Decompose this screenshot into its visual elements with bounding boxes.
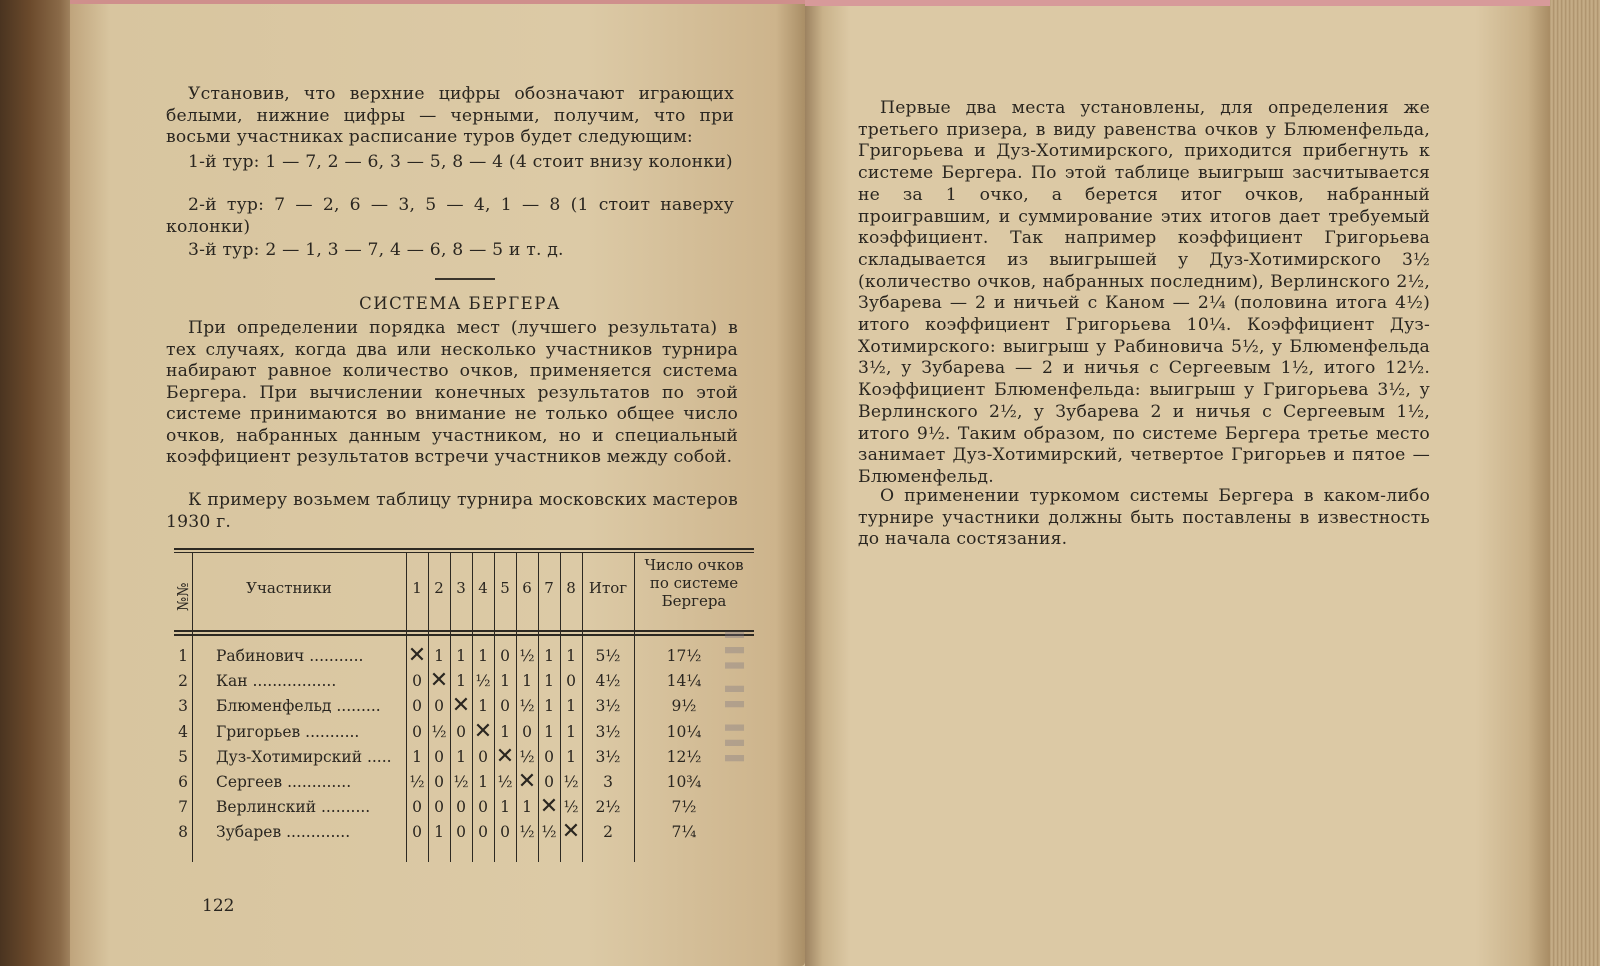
game-result: 0 (500, 823, 510, 842)
game-result: 1 (478, 773, 488, 791)
self-cross-mark: ✕ (539, 794, 559, 820)
game-result: 1 (500, 672, 510, 691)
right-paragraph-2 (858, 486, 1430, 551)
intro-paragraph (166, 84, 734, 149)
row-number: 3 (178, 697, 188, 716)
self-cross-mark: ✕ (495, 743, 515, 769)
total-score: 3 (603, 773, 613, 791)
game-result: 1 (544, 672, 554, 691)
self-cross-mark: ✕ (429, 668, 449, 694)
header-participants: Участники (246, 579, 332, 597)
game-result: ½ (563, 798, 579, 817)
tour-2 (166, 195, 734, 238)
berger-score: 7¼ (671, 823, 697, 842)
game-result: 1 (412, 747, 422, 766)
game-result: 0 (566, 672, 576, 691)
header-col-5: 5 (500, 579, 510, 597)
game-result: 0 (544, 773, 554, 791)
page-edges (1550, 0, 1600, 966)
total-score: 2 (603, 823, 613, 842)
game-result: 1 (500, 722, 510, 741)
row-number: 2 (178, 672, 188, 691)
game-result: 0 (434, 773, 444, 791)
game-result: 0 (500, 647, 510, 665)
header-number: №№ (174, 582, 192, 611)
participant-name: Сергеев ............. (216, 773, 352, 791)
header-col-8: 8 (566, 579, 576, 597)
berger-score: 17½ (666, 647, 702, 665)
participant-name: Рабинович ........... (216, 647, 364, 665)
self-cross-mark: ✕ (517, 769, 537, 794)
tour-3-text: 3-й тур: 2 — 1, 3 — 7, 4 — 6, 8 — 5 и т. д. (188, 240, 564, 260)
example-text: К примеру возьмем таблицу турнира московских мастеров 1930 г. (166, 490, 738, 532)
right-text-2: О применении туркомом системы Бергера в каком-либо турнире участники должны быть поставлены в известность до начала состязания. (858, 486, 1430, 550)
game-result: 1 (434, 647, 444, 665)
game-result: 1 (478, 697, 488, 716)
row-number: 4 (178, 722, 188, 741)
game-result: 0 (456, 823, 466, 842)
total-score: 2½ (595, 798, 621, 817)
row-number: 8 (178, 823, 188, 842)
header-col-7: 7 (544, 579, 554, 597)
game-result: 1 (522, 798, 532, 817)
example-paragraph (166, 490, 738, 533)
game-result: 0 (478, 747, 488, 766)
game-result: 1 (544, 697, 554, 716)
library-stamp: ▌▌▌ ▌▌ ▌▌▌ (725, 632, 744, 771)
game-result: ½ (519, 647, 535, 665)
berger-score: 12½ (666, 747, 702, 766)
game-result: 0 (412, 823, 422, 842)
game-result: 1 (566, 747, 576, 766)
row-number: 7 (178, 798, 188, 817)
game-result: 0 (544, 747, 554, 766)
game-result: 1 (544, 722, 554, 741)
tournament-table (174, 548, 754, 888)
section-heading: СИСТЕМА БЕРГЕРА (359, 294, 561, 313)
berger-text: При определении порядка мест (лучшего результата) в тех случаях, когда два или несколько участников турнира набирают равное количество очков, применяется система Бергера. При вычислении конечных результатов по этой системе принимаются во внимание не только общее число очков, набранных данным участником, но и специальный коэффициент результатов встречи участников между собой. (166, 318, 738, 467)
header-col-3: 3 (456, 579, 466, 597)
game-result: 1 (544, 647, 554, 665)
self-cross-mark: ✕ (451, 693, 471, 719)
total-score: 3½ (595, 697, 621, 716)
game-result: 1 (566, 647, 576, 665)
berger-score: 10¾ (666, 773, 702, 791)
game-result: ½ (475, 672, 491, 691)
header-col-2: 2 (434, 579, 444, 597)
page-number: 122 (202, 896, 235, 916)
self-cross-mark: ✕ (473, 718, 493, 744)
header-bottom-rule (174, 630, 754, 632)
game-result: 1 (478, 647, 488, 665)
berger-score: 14¼ (666, 672, 702, 691)
row-number: 6 (178, 773, 188, 791)
intro-text: Установив, что верхние цифры обозначают играющих белыми, нижние цифры — черными, получим, что при восьми участниках расписание туров будет следующим: (166, 84, 734, 147)
game-result: 0 (412, 798, 422, 817)
tour-2-text: 2-й тур: 7 — 2, 6 — 3, 5 — 4, 1 — 8 (1 стоит наверху колонки) (166, 195, 734, 237)
game-result: 1 (456, 647, 466, 665)
game-result: 0 (478, 823, 488, 842)
participant-name: Кан ................. (216, 672, 337, 691)
game-result: ½ (541, 823, 557, 842)
tour-1-text: 1-й тур: 1 — 7, 2 — 6, 3 — 5, 8 — 4 (4 стоит внизу колонки) (188, 152, 733, 172)
self-cross-mark: ✕ (407, 643, 427, 668)
table-top-rule (174, 548, 754, 550)
tour-1 (166, 152, 734, 174)
tour-3 (166, 240, 734, 262)
header-total: Итог (588, 579, 628, 597)
game-result: 0 (412, 697, 422, 716)
header-col-1: 1 (412, 579, 422, 597)
game-result: 1 (434, 823, 444, 842)
row-number: 5 (178, 747, 188, 766)
top-edge-tint-left (70, 0, 805, 4)
game-result: 0 (500, 697, 510, 716)
berger-score: 10¼ (666, 722, 702, 741)
table-top-rule-2 (174, 552, 754, 553)
game-result: 0 (412, 672, 422, 691)
game-result: 1 (522, 672, 532, 691)
right-text-1: Первые два места установлены, для определения же третьего призера, в виду равенства очков у Блюменфельда, Григорьева и Дуз-Хотимирского, приходится прибегнуть к системе Бергера. По этой таблице выигрыш засчитывается не за 1 очко, а берется итог очков, набранный проигравшим, и суммирование этих итогов дает требуемый коэффициент. Так например коэффициент Григорьева складывается из выигрышей у Дуз-Хотимирского 3½ (количество очков, набранных последним), Верлинского 2½, Зубарева — 2 и ничьей с Каном — 2¼ (половина итога 4½) итого коэффициент Григорьева 10¼. Коэффициент Дуз-Хотимирского: выигрыш у Рабиновича 5½, у Блюменфельда 3½, у Зубарева — 2 и ничья с Сергеевым 1½, итого 12½. Коэффициент Блюменфельда: выигрыш у Григорьева 3½, у Верлинского 2½, у Зубарева 2 и ничья с Сергеевым 1½, итого 9½. Таким образом, по системе Бергера третье место занимает Дуз-Хотимирский, четвертое Григорьев и пятое — Блюменфельд. (858, 98, 1430, 487)
game-result: 0 (434, 697, 444, 716)
game-result: ½ (563, 773, 579, 791)
header-col-4: 4 (478, 579, 488, 597)
participant-name: Блюменфельд ......... (216, 697, 381, 716)
game-result: 1 (500, 798, 510, 817)
game-result: ½ (519, 747, 535, 766)
total-score: 3½ (595, 722, 621, 741)
game-result: 1 (456, 747, 466, 766)
header-bottom-rule-2 (174, 634, 754, 636)
game-result: ½ (409, 773, 425, 791)
game-result: ½ (497, 773, 513, 791)
self-cross-mark: ✕ (561, 819, 581, 845)
game-result: 1 (456, 672, 466, 691)
row-number: 1 (178, 647, 188, 665)
game-result: 0 (434, 747, 444, 766)
section-divider (435, 278, 495, 280)
total-score: 4½ (595, 672, 621, 691)
total-score: 3½ (595, 747, 621, 766)
participant-name: Григорьев ........... (216, 722, 360, 741)
header-col-6: 6 (522, 579, 532, 597)
game-result: 0 (456, 722, 466, 741)
game-result: ½ (431, 722, 447, 741)
participant-name: Дуз-Хотимирский ..... (216, 747, 392, 766)
top-edge-tint (805, 0, 1550, 6)
total-score: 5½ (595, 647, 621, 665)
game-result: 0 (478, 798, 488, 817)
game-result: ½ (519, 697, 535, 716)
header-berger: Число очков по системе Бергера (644, 556, 744, 610)
game-result: 1 (566, 722, 576, 741)
game-result: ½ (453, 773, 469, 791)
game-result: 1 (566, 697, 576, 716)
game-result: 0 (434, 798, 444, 817)
berger-paragraph (166, 318, 738, 469)
berger-score: 9½ (671, 697, 697, 716)
game-result: 0 (522, 722, 532, 741)
berger-score: 7½ (671, 798, 697, 817)
right-paragraph-1 (858, 98, 1430, 489)
participant-name: Зубарев ............. (216, 823, 351, 842)
game-result: 0 (456, 798, 466, 817)
participant-name: Верлинский .......... (216, 798, 371, 817)
game-result: 0 (412, 722, 422, 741)
game-result: ½ (519, 823, 535, 842)
